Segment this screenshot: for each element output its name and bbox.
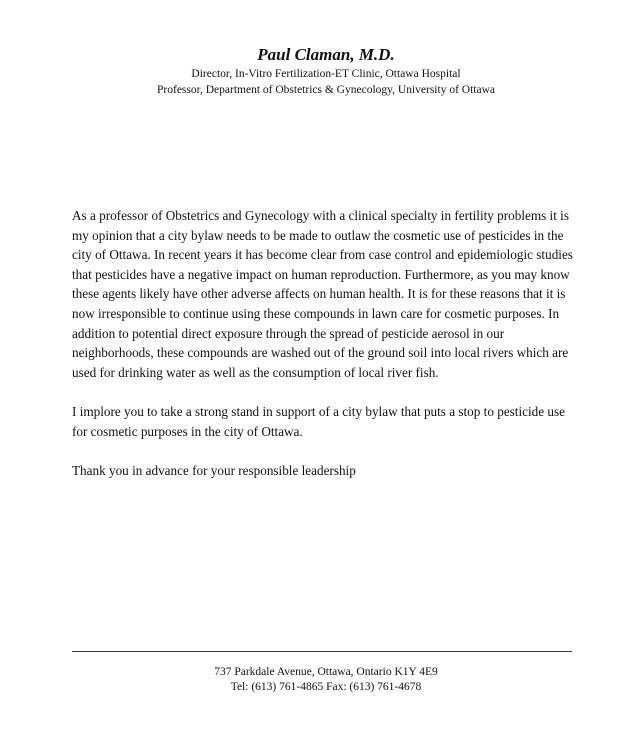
author-name: Paul Claman, M.D. <box>257 45 395 64</box>
body-paragraph-closing: Thank you in advance for your responsible leadership <box>72 462 356 478</box>
author-title-professor: Professor, Department of Obstetrics & Gynecology, University of Ottawa <box>157 84 495 96</box>
footer <box>0 665 624 695</box>
author-title-director: Director, In-Vitro Fertilization-ET Clinic, Ottawa Hospital <box>191 68 461 80</box>
body-paragraph-opinion: As a professor of Obstetrics and Gynecology with a clinical specialty in fertility problems it is my opinion that a city bylaw needs to be made to outlaw the cosmetic use of pesticides in the city of Ottawa. In recent years it has become clear from case control and epidemiologic studies that pesticides have a negative impact on human reproduction. Furthermore, as you may know these agents likely have other adverse affects on human health. It is for these reasons that it is now irresponsible to continue using these compounds in lawn care for cosmetic purposes. In addition to potential direct exposure through the spread of pesticide aerosol in our neighborhoods, these compounds are washed out of the ground soil into local rivers which are used for drinking water as well as the consumption of local river fish. <box>72 208 573 380</box>
body-paragraph-request: I implore you to take a strong stand in support of a city bylaw that puts a stop to pesticide use for cosmetic purposes in the city of Ottawa. <box>72 403 565 439</box>
letter-body <box>72 206 578 500</box>
footer-divider <box>72 651 572 652</box>
letterhead <box>0 44 624 98</box>
footer-address: 737 Parkdale Avenue, Ottawa, Ontario K1Y 4E9 <box>214 666 438 678</box>
footer-contact: Tel: (613) 761-4865 Fax: (613) 761-4678 <box>230 681 422 693</box>
